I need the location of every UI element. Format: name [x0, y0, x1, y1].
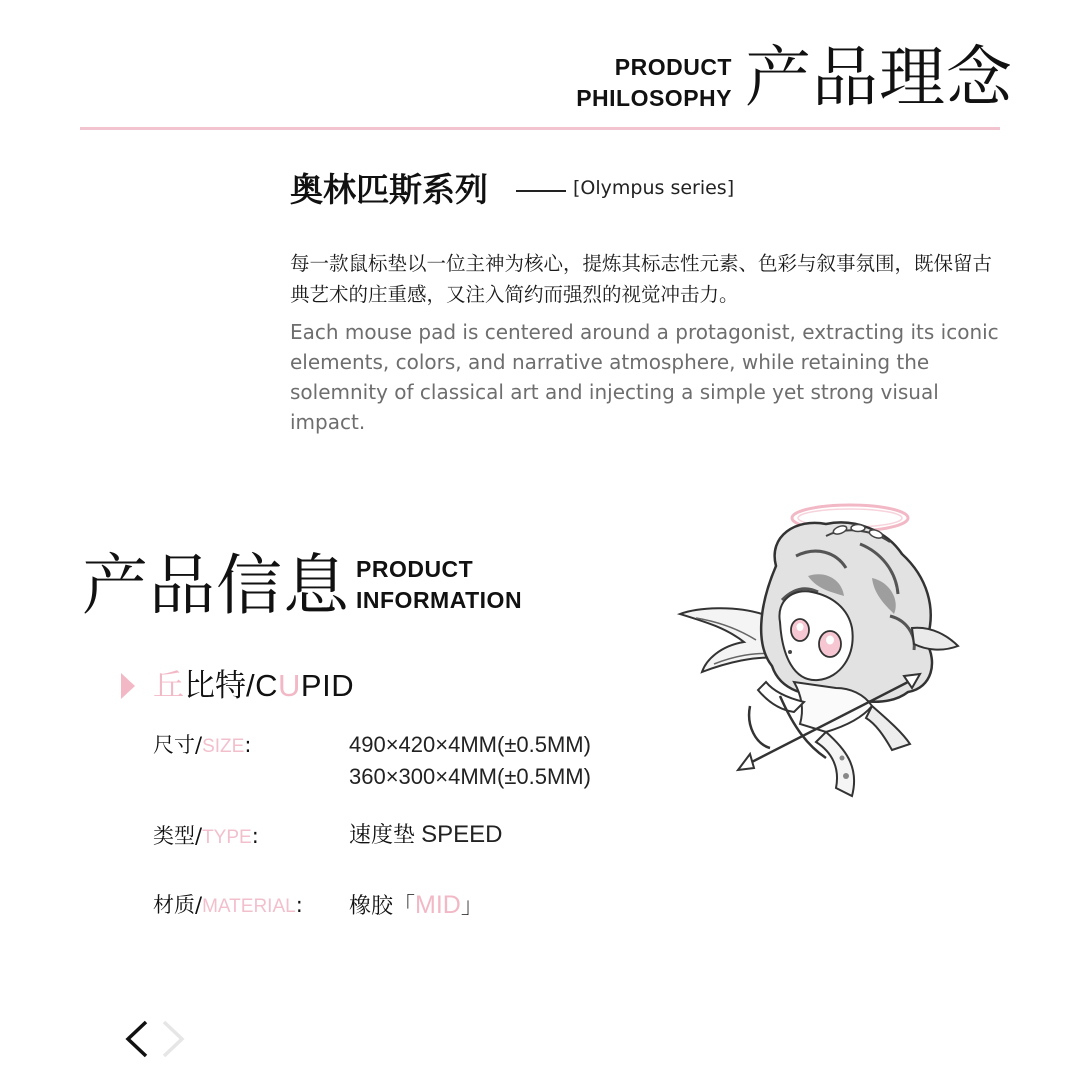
material-value-accent: MID: [415, 891, 461, 919]
series-description-cn: 每一款鼠标垫以一位主神为核心，提炼其标志性元素、色彩与叙事氛围，既保留古典艺术的庄重感，又注入简约而强烈的视觉冲击力。: [290, 252, 993, 306]
material-label-cn: 材质/: [153, 893, 203, 917]
type-label: [153, 821, 259, 853]
product-name-cn-rest: 比特: [184, 668, 246, 704]
next-button[interactable]: [156, 1014, 206, 1064]
size-label: [153, 730, 251, 762]
material-label-colon: :: [295, 893, 303, 917]
type-label-cn: 类型/: [153, 824, 203, 848]
type-value-en: SPEED: [421, 821, 503, 848]
philosophy-title-en: [560, 52, 732, 114]
material-bracket-open: 「: [393, 894, 416, 919]
size-value-2: 360×300×4MM(±0.5MM): [349, 764, 591, 789]
type-value: [349, 819, 503, 852]
info-title-cn: 产品信息: [82, 547, 350, 624]
type-label-colon: :: [251, 824, 259, 848]
chevron-right-icon: [156, 1014, 206, 1064]
series-description-en: Each mouse pad is centered around a protagonist, extracting its iconic elements, colors, and narrative atmosphere, while retaining the solemnity of classical art and injecting a simple yet strong visual impact.: [290, 320, 999, 434]
header-divider: [80, 127, 1000, 130]
size-value-1: 490×420×4MM(±0.5MM): [349, 732, 591, 757]
material-value-cn: 橡胶: [349, 894, 394, 919]
material-label-en: MATERIAL: [202, 896, 296, 917]
material-label: [153, 890, 303, 922]
product-name-slash: /: [246, 668, 256, 703]
material-value: [349, 889, 483, 923]
type-value-cn: 速度垫: [349, 823, 416, 848]
size-label-en: SIZE: [202, 736, 245, 757]
philosophy-title-en-line1: PRODUCT: [614, 54, 732, 80]
triangle-bullet-icon: [121, 673, 135, 699]
info-title-en-line2: INFORMATION: [356, 587, 523, 613]
cupid-illustration: [676, 496, 966, 806]
series-name-cn: 奥林匹斯系列: [290, 170, 488, 209]
info-title-en-line1: PRODUCT: [356, 556, 474, 582]
product-name: [153, 666, 354, 706]
material-bracket-close: 」: [460, 894, 483, 919]
product-name-en-a: C: [255, 668, 279, 703]
series-dash: [516, 190, 566, 192]
philosophy-title-cn: 产品理念: [745, 39, 1013, 116]
series-name-en: [Olympus series]: [573, 177, 735, 199]
type-label-en: TYPE: [202, 827, 252, 848]
size-label-colon: :: [244, 733, 252, 757]
product-name-en-accent: U: [278, 668, 301, 703]
size-label-cn: 尺寸/: [153, 733, 203, 757]
info-title-en: [356, 554, 522, 616]
product-name-cn-accent: 丘: [153, 668, 184, 704]
philosophy-title-en-line2: PHILOSOPHY: [576, 85, 732, 111]
product-name-en-b: PID: [300, 668, 355, 703]
